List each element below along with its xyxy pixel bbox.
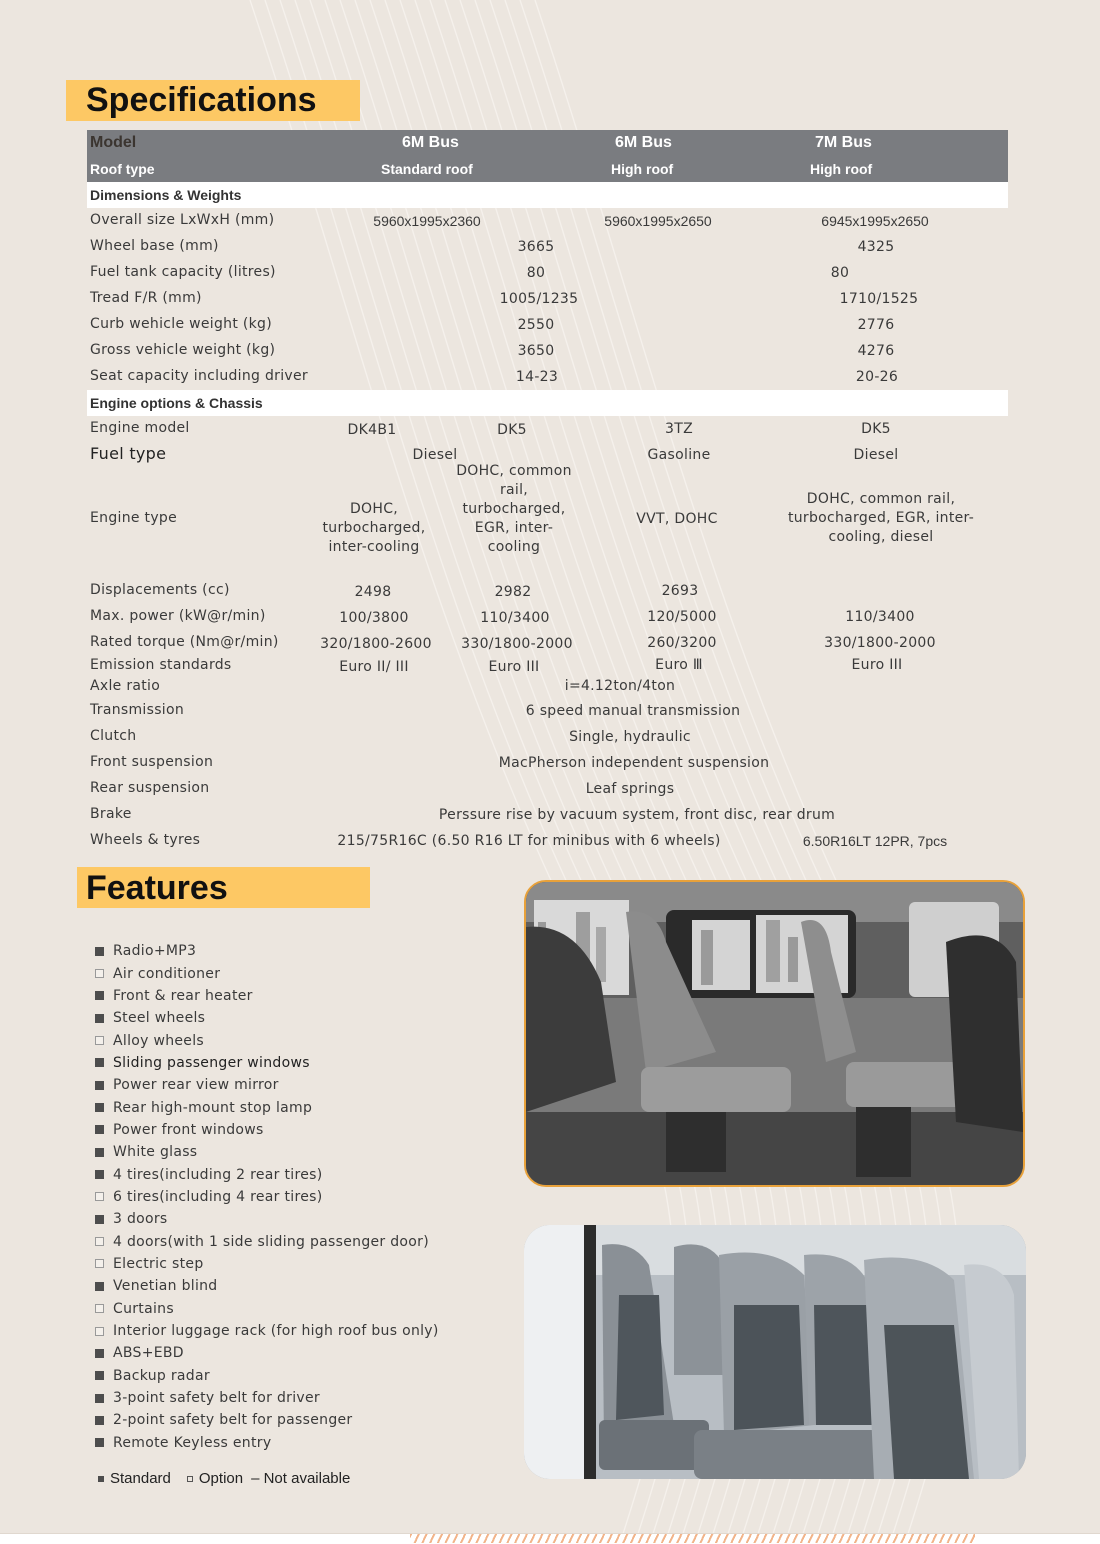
standard-square-icon [95,1416,104,1425]
table-row [87,750,1008,776]
cell-value: 120/5000 [647,609,717,625]
cell-value: MacPherson independent suspension [498,755,770,771]
row-label: Displacements (cc) [90,582,230,598]
feature-label: Alloy wheels [113,1032,204,1049]
option-square-icon [187,1476,193,1482]
specifications-title: Specifications [66,80,360,121]
table-row [87,630,1008,656]
table-row [87,656,1008,677]
feature-label: Power rear view mirror [113,1077,279,1094]
cell-value: 3665 [517,239,555,255]
table-row [87,698,1008,724]
row-label: Emission standards [90,657,232,673]
feature-item [95,1096,439,1118]
feature-label: 3 doors [113,1211,168,1228]
cell-value: 320/1800-2600 [320,636,432,652]
feature-label: ABS+EBD [113,1345,184,1362]
row-label: Engine type [90,510,178,526]
feature-item [95,1409,439,1431]
table-row [87,416,1008,442]
footer-hatch-decoration [410,1534,975,1543]
row-label: Brake [90,806,132,822]
table-row [87,724,1008,750]
cell-value: VVT, DOHC [636,511,718,527]
table-row [87,338,1008,364]
row-label: Wheel base (mm) [90,238,219,254]
cell-value: DK5 [861,421,891,437]
row-label: Engine model [90,420,190,436]
row-label: Curb wehicle weight (kg) [90,316,272,332]
cell-value: DOHC, common rail, turbocharged, EGR, inter- cooling [456,463,572,555]
feature-label: 4 tires(including 2 rear tires) [113,1166,323,1183]
legend-not-available: – Not available [251,1470,351,1487]
standard-square-icon [95,1081,104,1090]
feature-item [95,1365,439,1387]
row-label: Rated torque (Nm@r/min) [90,634,279,650]
option-square-icon [95,1304,104,1313]
table-row [87,802,1008,828]
standard-square-icon [95,1148,104,1157]
feature-label: Venetian blind [113,1278,218,1295]
feature-label: 2-point safety belt for passenger [113,1412,353,1429]
cell-value: 80 [830,265,850,281]
feature-label: Sliding passenger windows [113,1054,310,1071]
standard-square-icon [95,1170,104,1179]
standard-square-icon [95,1371,104,1380]
table-row [87,828,1008,854]
cell-value: 2982 [494,584,532,600]
bus-interior-seats-image [526,882,1023,1185]
cell-value: Perssure rise by vacuum system, front disc, rear drum [438,807,836,823]
row-label: Clutch [90,728,137,744]
feature-item [95,962,439,984]
cell-value: 6945x1995x2650 [821,213,929,229]
feature-label: Curtains [113,1300,174,1317]
cell-value: 1710/1525 [839,291,919,307]
column-roof-7m-high: High roof [810,161,873,177]
standard-square-icon [95,1215,104,1224]
feature-label: Backup radar [113,1367,210,1384]
row-label: Wheels & tyres [90,832,201,848]
cell-value: Single, hydraulic [569,729,691,745]
cell-value: 80 [526,265,546,281]
cell-value: 2776 [857,317,895,333]
row-label: Axle ratio [90,678,161,694]
cell-value: 4276 [857,343,895,359]
table-row [87,234,1008,260]
specifications-table [87,130,1008,854]
standard-square-icon [95,991,104,1000]
feature-label: Front & rear heater [113,987,253,1004]
feature-item [95,940,439,962]
feature-label: 3-point safety belt for driver [113,1390,320,1407]
option-square-icon [95,1036,104,1045]
cell-value: 100/3800 [339,610,409,626]
column-roof-6m-high: High roof [611,161,674,177]
feature-label: 4 doors(with 1 side sliding passenger door) [113,1233,429,1250]
cell-value: 2693 [661,583,699,599]
table-row [87,364,1008,390]
cell-value: i=4.12ton/4ton [564,678,676,694]
cell-value: 1005/1235 [499,291,579,307]
bus-passenger-seats-image [524,1225,1026,1479]
model-header-label: Model [90,134,137,151]
cell-value: 2498 [354,584,392,600]
cell-value: 110/3400 [480,610,550,626]
feature-item [95,1141,439,1163]
feature-label: White glass [113,1144,198,1161]
table-row [87,286,1008,312]
standard-square-icon [95,947,104,956]
legend-option: Option [198,1470,244,1487]
row-label: Rear suspension [90,780,210,796]
standard-square-icon [95,1394,104,1403]
feature-item [95,1342,439,1364]
row-label: Tread F/R (mm) [90,290,202,306]
feature-label: Steel wheels [113,1010,206,1027]
table-row [87,677,1008,698]
row-label: Gross vehicle weight (kg) [90,342,276,358]
feature-item [95,1163,439,1185]
standard-square-icon [95,1438,104,1447]
option-square-icon [95,1192,104,1201]
interior-photo-seats [524,1225,1026,1479]
cell-value: Euro III [488,659,540,675]
feature-item [95,1186,439,1208]
option-square-icon [95,1327,104,1336]
feature-label: Interior luggage rack (for high roof bus only) [113,1323,439,1340]
table-row [87,604,1008,630]
interior-photo-grayscale [524,880,1025,1187]
cell-value: Gasoline [647,447,711,463]
table-row [87,312,1008,338]
feature-item [95,1029,439,1051]
features-title: Features [77,867,370,908]
feature-item [95,1320,439,1342]
standard-square-icon [95,1014,104,1023]
option-square-icon [95,1259,104,1268]
cell-value: 330/1800-2000 [461,636,573,652]
column-model-6m-standard: 6M Bus [402,134,459,151]
cell-value: Euro Ⅲ [655,657,703,673]
cell-value: Euro II/ III [339,659,409,675]
column-model-7m-high: 7M Bus [815,134,872,151]
cell-value: Leaf springs [585,781,675,797]
feature-item [95,1119,439,1141]
cell-value: 5960x1995x2360 [373,213,481,229]
features-list [95,940,439,1454]
legend-standard: Standard [110,1470,171,1487]
cell-value: DOHC, turbocharged, inter-cooling [322,501,426,555]
standard-square-icon [95,1125,104,1134]
cell-value: 215/75R16C (6.50 R16 LT for minibus with 6 wheels) [337,833,721,849]
feature-item [95,1208,439,1230]
column-roof-6m-standard: Standard roof [381,161,473,177]
feature-item [95,1387,439,1409]
feature-item [95,1275,439,1297]
cell-value: 4325 [857,239,895,255]
standard-square-icon [95,1103,104,1112]
cell-value: 260/3200 [647,635,717,651]
group-engine-chassis: Engine options & Chassis [87,390,1008,416]
cell-value: Euro III [851,657,903,673]
standard-square-icon [95,1282,104,1291]
row-label: Overall size LxWxH (mm) [90,212,275,228]
cell-value: Diesel [412,447,458,463]
cell-value: DK4B1 [347,422,397,438]
row-label: Fuel type [90,444,167,463]
cell-value: 5960x1995x2650 [604,213,712,229]
feature-label: Radio+MP3 [113,943,197,960]
feature-label: Rear high-mount stop lamp [113,1099,313,1116]
table-header [87,130,1008,182]
feature-item [95,1298,439,1320]
option-square-icon [95,969,104,978]
feature-item [95,1253,439,1275]
table-row [87,578,1008,604]
cell-value: 14-23 [515,369,559,385]
feature-item [95,985,439,1007]
table-row [87,776,1008,802]
feature-label: Power front windows [113,1121,264,1138]
table-row [87,208,1008,234]
feature-label: Remote Keyless entry [113,1434,272,1451]
features-legend [98,1470,350,1487]
row-label: Transmission [90,702,185,718]
standard-square-icon [95,1349,104,1358]
row-label: Front suspension [90,754,214,770]
feature-label: 6 tires(including 4 rear tires) [113,1188,323,1205]
feature-item [95,1007,439,1029]
cell-value: DOHC, common rail, turbocharged, EGR, inter- cooling, diesel [787,491,975,545]
row-label: Fuel tank capacity (litres) [90,264,276,280]
cell-value: DK5 [497,422,527,438]
roof-type-header-label: Roof type [90,161,155,177]
feature-item [95,1074,439,1096]
cell-value: Diesel [853,447,899,463]
feature-item [95,1230,439,1252]
cell-value: 330/1800-2000 [824,635,936,651]
feature-label: Electric step [113,1255,204,1272]
cell-value: 6.50R16LT 12PR, 7pcs [802,833,948,849]
feature-item [95,1432,439,1454]
option-square-icon [95,1237,104,1246]
cell-value: 20-26 [855,369,899,385]
cell-value: 6 speed manual transmission [525,703,741,719]
cell-value: 3TZ [665,421,693,437]
cell-value: 110/3400 [845,609,915,625]
table-row [87,260,1008,286]
cell-value: 3650 [517,343,555,359]
column-model-6m-high: 6M Bus [615,134,672,151]
table-row [87,463,1008,578]
feature-label: Air conditioner [113,965,221,982]
row-label: Max. power (kW@r/min) [90,608,266,624]
feature-item [95,1052,439,1074]
row-label: Seat capacity including driver [90,368,308,384]
group-dimensions-weights: Dimensions & Weights [87,182,1008,208]
standard-square-icon [98,1476,104,1482]
cell-value: 2550 [517,317,555,333]
standard-square-icon [95,1058,104,1067]
